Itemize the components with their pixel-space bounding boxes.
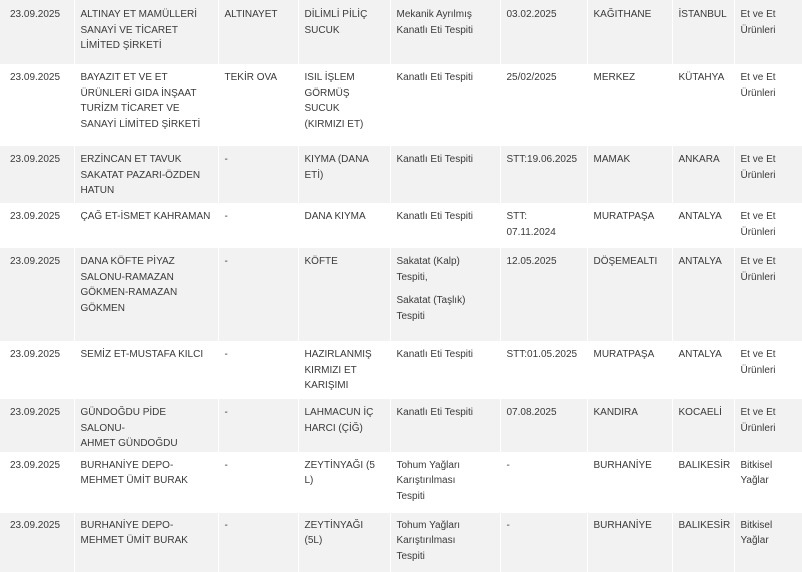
company-cell-text: ERZİNCAN ET TAVUK SAKATAT PAZARI-ÖZDEN HATUN xyxy=(80,154,201,196)
product-cell-text: HAZIRLANMIŞ KIRMIZI ET KARIŞIMI xyxy=(304,349,372,391)
product-cell-text: DANA KIYMA xyxy=(304,211,366,222)
company-cell-text: ÇAĞ ET-İSMET KAHRAMAN xyxy=(80,211,211,222)
date-cell-text: 23.09.2025 xyxy=(10,407,61,418)
issue-cell xyxy=(390,513,500,572)
date-cell xyxy=(0,248,74,341)
brand-cell-text: - xyxy=(224,349,228,360)
brand-cell xyxy=(218,452,298,513)
sample-date-cell xyxy=(500,203,587,248)
issue-cell-text: Kanatlı Eti Tespiti xyxy=(396,211,474,222)
company-cell-text: SEMİZ ET-MUSTAFA KILCI xyxy=(80,349,204,360)
issue-cell xyxy=(390,341,500,399)
issue-cell xyxy=(390,399,500,452)
issue-cell-text: Kanatlı Eti Tespiti xyxy=(396,407,474,418)
province-cell-text: KÜTAHYA xyxy=(678,72,725,83)
issue-cell xyxy=(390,146,500,203)
province-cell-text: ANTALYA xyxy=(678,349,722,360)
sample-date-cell xyxy=(500,452,587,513)
table-row xyxy=(0,452,802,513)
category-cell xyxy=(734,146,802,203)
product-cell xyxy=(298,452,390,513)
sample-date-cell xyxy=(500,513,587,572)
date-cell-text: 23.09.2025 xyxy=(10,459,61,471)
issue-cell xyxy=(390,203,500,248)
issue-cell-text: Kanatlı Eti Tespiti xyxy=(396,154,474,165)
table-row xyxy=(0,399,802,452)
issue-cell xyxy=(390,0,500,64)
province-cell xyxy=(672,513,734,572)
category-cell-text: Et ve Et Ürünleri xyxy=(740,349,776,376)
category-cell-text: Bitkisel Yağlar xyxy=(740,459,773,486)
district-cell xyxy=(587,0,672,64)
table-row xyxy=(0,0,802,64)
brand-cell-text: - xyxy=(224,459,228,471)
product-cell xyxy=(298,248,390,341)
sample-date-cell xyxy=(500,399,587,452)
brand-cell xyxy=(218,203,298,248)
issue-gap xyxy=(397,285,494,293)
company-cell-text: BAYAZIT ET VE ET ÜRÜNLERİ GIDA İNŞAAT TURİZM TİCARET VE SANAYİ LİMİTED ŞİRKETİ xyxy=(80,72,201,130)
issue-cell xyxy=(390,248,500,341)
brand-cell-text: TEKİR OVA xyxy=(224,72,278,83)
issue-cell xyxy=(390,452,500,513)
district-cell-text: MURATPAŞA xyxy=(593,211,655,222)
company-cell xyxy=(74,399,218,452)
brand-cell xyxy=(218,248,298,341)
sample-date-cell-text: STT:01.05.2025 xyxy=(506,349,578,360)
product-cell xyxy=(298,64,390,146)
company-cell xyxy=(74,513,218,572)
category-cell xyxy=(734,0,802,64)
category-cell-text: Et ve Et Ürünleri xyxy=(740,407,776,434)
product-cell-text: KÖFTE xyxy=(304,256,338,267)
product-cell-text: LAHMACUN İÇ HARCI (ÇİĞ) xyxy=(304,407,374,434)
issue-cell-text: Tohum Yağları Karıştırılması Tespiti xyxy=(396,459,461,502)
sample-date-cell-text: STT: 07.11.2024 xyxy=(506,211,556,238)
category-cell-text: Et ve Et Ürünleri xyxy=(740,256,776,283)
province-cell xyxy=(672,399,734,452)
product-cell xyxy=(298,341,390,399)
company-cell-text: BURHANİYE DEPO- MEHMET ÜMİT BURAK xyxy=(80,459,188,486)
sample-date-cell-text: 25/02/2025 xyxy=(506,72,557,83)
brand-cell xyxy=(218,64,298,146)
district-cell xyxy=(587,513,672,572)
date-cell xyxy=(0,452,74,513)
category-cell xyxy=(734,399,802,452)
category-cell xyxy=(734,513,802,572)
district-cell xyxy=(587,203,672,248)
province-cell xyxy=(672,203,734,248)
province-cell-text: BALIKESİR xyxy=(678,459,731,471)
sample-date-cell xyxy=(500,0,587,64)
category-cell xyxy=(734,203,802,248)
category-cell xyxy=(734,452,802,513)
brand-cell-text: - xyxy=(224,407,228,418)
date-cell xyxy=(0,0,74,64)
sample-date-cell-text: - xyxy=(506,459,510,471)
province-cell xyxy=(672,0,734,64)
brand-cell-text: - xyxy=(224,519,228,531)
district-cell-text: KANDIRA xyxy=(593,407,638,418)
company-cell-text: BURHANİYE DEPO- MEHMET ÜMİT BURAK xyxy=(80,519,188,546)
category-cell xyxy=(734,341,802,399)
brand-cell xyxy=(218,146,298,203)
issue-cell-text: Mekanik Ayrılmış Kanatlı Eti Tespiti xyxy=(396,9,474,36)
table-row xyxy=(0,341,802,399)
date-cell-text: 23.09.2025 xyxy=(10,349,61,360)
table-row xyxy=(0,248,802,341)
province-cell xyxy=(672,452,734,513)
product-cell xyxy=(298,203,390,248)
issue-cell xyxy=(390,64,500,146)
sample-date-cell-text: 07.08.2025 xyxy=(506,407,557,418)
date-cell-text: 23.09.2025 xyxy=(10,519,61,531)
brand-cell-text: ALTINAYET xyxy=(224,9,278,20)
company-cell-text: ALTINAY ET MAMÜLLERİ SANAYİ VE TİCARET LİMİTED ŞİRKETİ xyxy=(80,9,198,51)
category-cell-text: Et ve Et Ürünleri xyxy=(740,72,776,99)
table-row xyxy=(0,513,802,572)
date-cell-text: 23.09.2025 xyxy=(10,256,61,267)
date-cell xyxy=(0,203,74,248)
province-cell-text: ANTALYA xyxy=(678,256,722,267)
date-cell xyxy=(0,399,74,452)
district-cell xyxy=(587,452,672,513)
district-cell-text: KAĞITHANE xyxy=(593,9,652,20)
province-cell-text: ANTALYA xyxy=(678,211,722,222)
table-row xyxy=(0,203,802,248)
brand-cell-text: - xyxy=(224,154,228,165)
category-cell xyxy=(734,248,802,341)
date-cell xyxy=(0,146,74,203)
date-cell xyxy=(0,64,74,146)
product-cell-text: ZEYTİNYAĞI (5L) xyxy=(304,519,364,546)
date-cell xyxy=(0,513,74,572)
date-cell-text: 23.09.2025 xyxy=(10,211,61,222)
province-cell xyxy=(672,341,734,399)
date-cell-text: 23.09.2025 xyxy=(10,9,61,20)
district-cell xyxy=(587,248,672,341)
district-cell-text: MERKEZ xyxy=(593,72,636,83)
sample-date-cell xyxy=(500,146,587,203)
province-cell xyxy=(672,64,734,146)
province-cell-text: KOCAELİ xyxy=(678,407,722,418)
district-cell xyxy=(587,341,672,399)
district-cell-text: DÖŞEMEALTI xyxy=(593,256,658,267)
company-cell xyxy=(74,248,218,341)
brand-cell xyxy=(218,341,298,399)
district-cell-text: BURHANİYE xyxy=(593,459,652,471)
product-cell-text: ISIL İŞLEM GÖRMÜŞ SUCUK (KIRMIZI ET) xyxy=(304,72,364,130)
district-cell-text: MURATPAŞA xyxy=(593,349,655,360)
province-cell-text: İSTANBUL xyxy=(678,9,727,20)
sample-date-cell-text: - xyxy=(506,519,510,531)
sample-date-cell-text: 12.05.2025 xyxy=(506,256,557,267)
sample-date-cell-text: STT:19.06.2025 xyxy=(506,154,578,165)
issue-cell-text: Kanatlı Eti Tespiti xyxy=(396,349,474,360)
company-cell-text: DANA KÖFTE PİYAZ SALONU-RAMAZAN GÖKMEN-RAMAZAN GÖKMEN xyxy=(80,256,178,314)
category-cell-text: Bitkisel Yağlar xyxy=(740,519,773,546)
category-cell-text: Et ve Et Ürünleri xyxy=(740,211,776,238)
company-cell-text: GÜNDOĞDU PİDE SALONU- AHMET GÜNDOĞDU xyxy=(80,407,178,449)
province-cell xyxy=(672,248,734,341)
province-cell xyxy=(672,146,734,203)
sample-date-cell xyxy=(500,248,587,341)
brand-cell-text: - xyxy=(224,211,228,222)
category-cell-text: Et ve Et Ürünleri xyxy=(740,154,776,181)
district-cell xyxy=(587,399,672,452)
issue-cell-text: Tohum Yağları Karıştırılması Tespiti xyxy=(396,519,461,562)
product-cell-text: DİLİMLİ PİLİÇ SUCUK xyxy=(304,9,368,36)
date-cell-text: 23.09.2025 xyxy=(10,154,61,165)
product-cell xyxy=(298,399,390,452)
province-cell-text: ANKARA xyxy=(678,154,720,165)
product-cell xyxy=(298,0,390,64)
brand-cell xyxy=(218,0,298,64)
company-cell xyxy=(74,452,218,513)
product-cell-text: ZEYTİNYAĞI (5 L) xyxy=(304,459,375,486)
brand-cell xyxy=(218,513,298,572)
product-cell xyxy=(298,513,390,572)
category-cell xyxy=(734,64,802,146)
table-row xyxy=(0,146,802,203)
sample-date-cell-text: 03.02.2025 xyxy=(506,9,557,20)
sample-date-cell xyxy=(500,64,587,146)
product-cell xyxy=(298,146,390,203)
company-cell xyxy=(74,146,218,203)
date-cell-text: 23.09.2025 xyxy=(10,72,61,83)
date-cell xyxy=(0,341,74,399)
district-cell xyxy=(587,64,672,146)
district-cell-text: BURHANİYE xyxy=(593,519,652,531)
brand-cell-text: - xyxy=(224,256,228,267)
district-cell-text: MAMAK xyxy=(593,154,631,165)
brand-cell xyxy=(218,399,298,452)
sample-date-cell xyxy=(500,341,587,399)
province-cell-text: BALIKESİR xyxy=(678,519,731,531)
district-cell xyxy=(587,146,672,203)
issue-cell-text: Kanatlı Eti Tespiti xyxy=(396,72,474,83)
table-row xyxy=(0,64,802,146)
issue-cell-text-second: Sakatat (Taşlık) Tespiti xyxy=(396,295,466,322)
company-cell xyxy=(74,0,218,64)
company-cell xyxy=(74,341,218,399)
category-cell-text: Et ve Et Ürünleri xyxy=(740,9,776,36)
product-cell-text: KIYMA (DANA ETİ) xyxy=(304,154,369,181)
issue-cell-text: Sakatat (Kalp) Tespiti, xyxy=(396,256,460,283)
company-cell xyxy=(74,203,218,248)
company-cell xyxy=(74,64,218,146)
